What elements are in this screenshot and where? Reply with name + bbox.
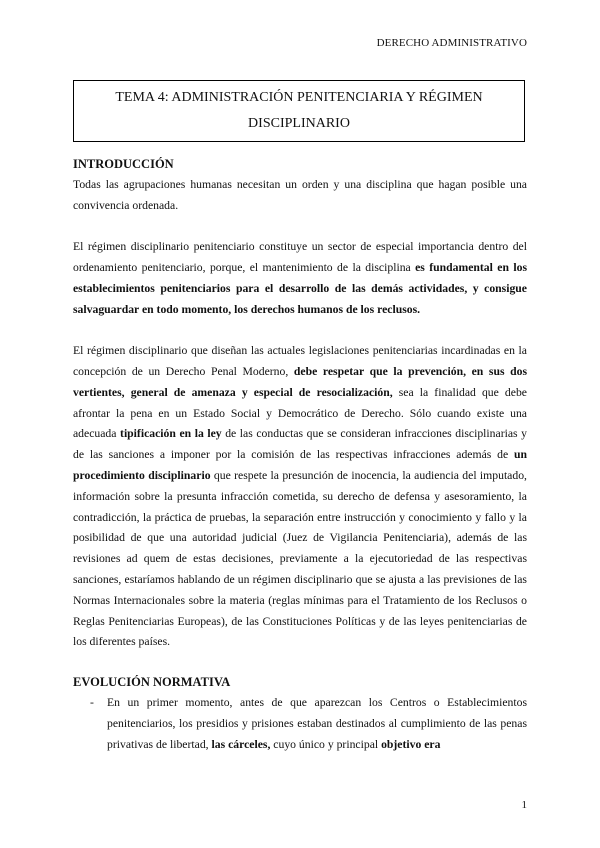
p3-bold-b: debe respetar que la prevención, en sus dos vertientes, general de amenaza y especial de resocialización, [73,364,527,399]
bullet-dash: - [90,695,94,709]
p3-text-c: sea la finalidad que debe afrontar la pena en un Estado Social y Democrático de Derecho. Sólo cuando existe una adecuada [73,385,527,441]
p3-text-e: de las conductas que se consideran infracciones disciplinarias y de las sanciones a imponer por la comisión de las respectivas infracciones además de [73,427,527,462]
b1-bold-b: las cárceles, [211,737,271,751]
running-header: DERECHO ADMINISTRATIVO [376,37,527,49]
bullet-item-1 [73,693,527,755]
b1-text-c: cuyo único y principal [270,737,382,751]
section-heading-evolucion: EVOLUCIÓN NORMATIVA [73,675,231,690]
p3-text-a: El régimen disciplinario que diseñan las actuales legislaciones penitenciarias incardinadas en la concepción de un Derecho Penal Moderno, [73,344,527,378]
section-heading-introduccion: INTRODUCCIÓN [73,157,174,171]
b1-text-a: En un primer momento, antes de que aparezcan los Centros o Establecimientos penitenciarios, los presidios y prisiones estaban destinados al cumplimiento de las penas privativas de libertad, [107,695,527,751]
chapter-title-box [73,80,525,142]
p3-text-g: que respete la presunción de inocencia, la audiencia del imputado, información sobre la presunta infracción cometida, su derecho de defensa y asesoramiento, la contradicción, la práctica de pruebas, la separación entre instrucción y conocimiento y fallo y la posibilidad de que una autoridad judicial (Juez de Vigilancia Penitenciaria), además de las revisiones ad quem de estas decisiones, previamente a la ejecutoriedad de las respectivas sanciones, estaríamos hablando de un régimen disciplinario que se ajusta a las previsiones de las Normas Internacionales sobre la materia (reglas mínimas para el Tratamiento de los Reclusos o Reglas Penitenciarias Europeas), de las Constituciones Políticas y de las leyes penitenciarias de los diferentes países. [73,468,527,649]
p2-text: El régimen disciplinario penitenciario constituye un sector de especial importancia dentro del ordenamiento penitenciario, porque, el mantenimiento de la disciplina [73,240,527,274]
p3-bold-f: un procedimiento disciplinario [73,448,527,482]
paragraph-intro-3 [73,341,527,653]
paragraph-intro-1: Todas las agrupaciones humanas necesitan un orden y una disciplina que hagan posible una convivencia ordenada. [73,177,527,212]
page-number: 1 [521,799,527,811]
chapter-title-line-1: TEMA 4: ADMINISTRACIÓN PENITENCIARIA Y RÉGIMEN [115,90,483,105]
p2-bold: es fundamental en los establecimientos penitenciarios para el desarrollo de las demás actividades, y consigue salvaguardar en todo momento, los derechos humanos de los reclusos. [73,260,527,316]
p3-bold-d: tipificación en la ley [120,427,222,441]
document-body [73,154,527,755]
paragraph-intro-2 [73,237,527,320]
b1-bold-d: objetivo era [381,737,441,751]
chapter-title-line-2: DISCIPLINARIO [248,116,350,131]
